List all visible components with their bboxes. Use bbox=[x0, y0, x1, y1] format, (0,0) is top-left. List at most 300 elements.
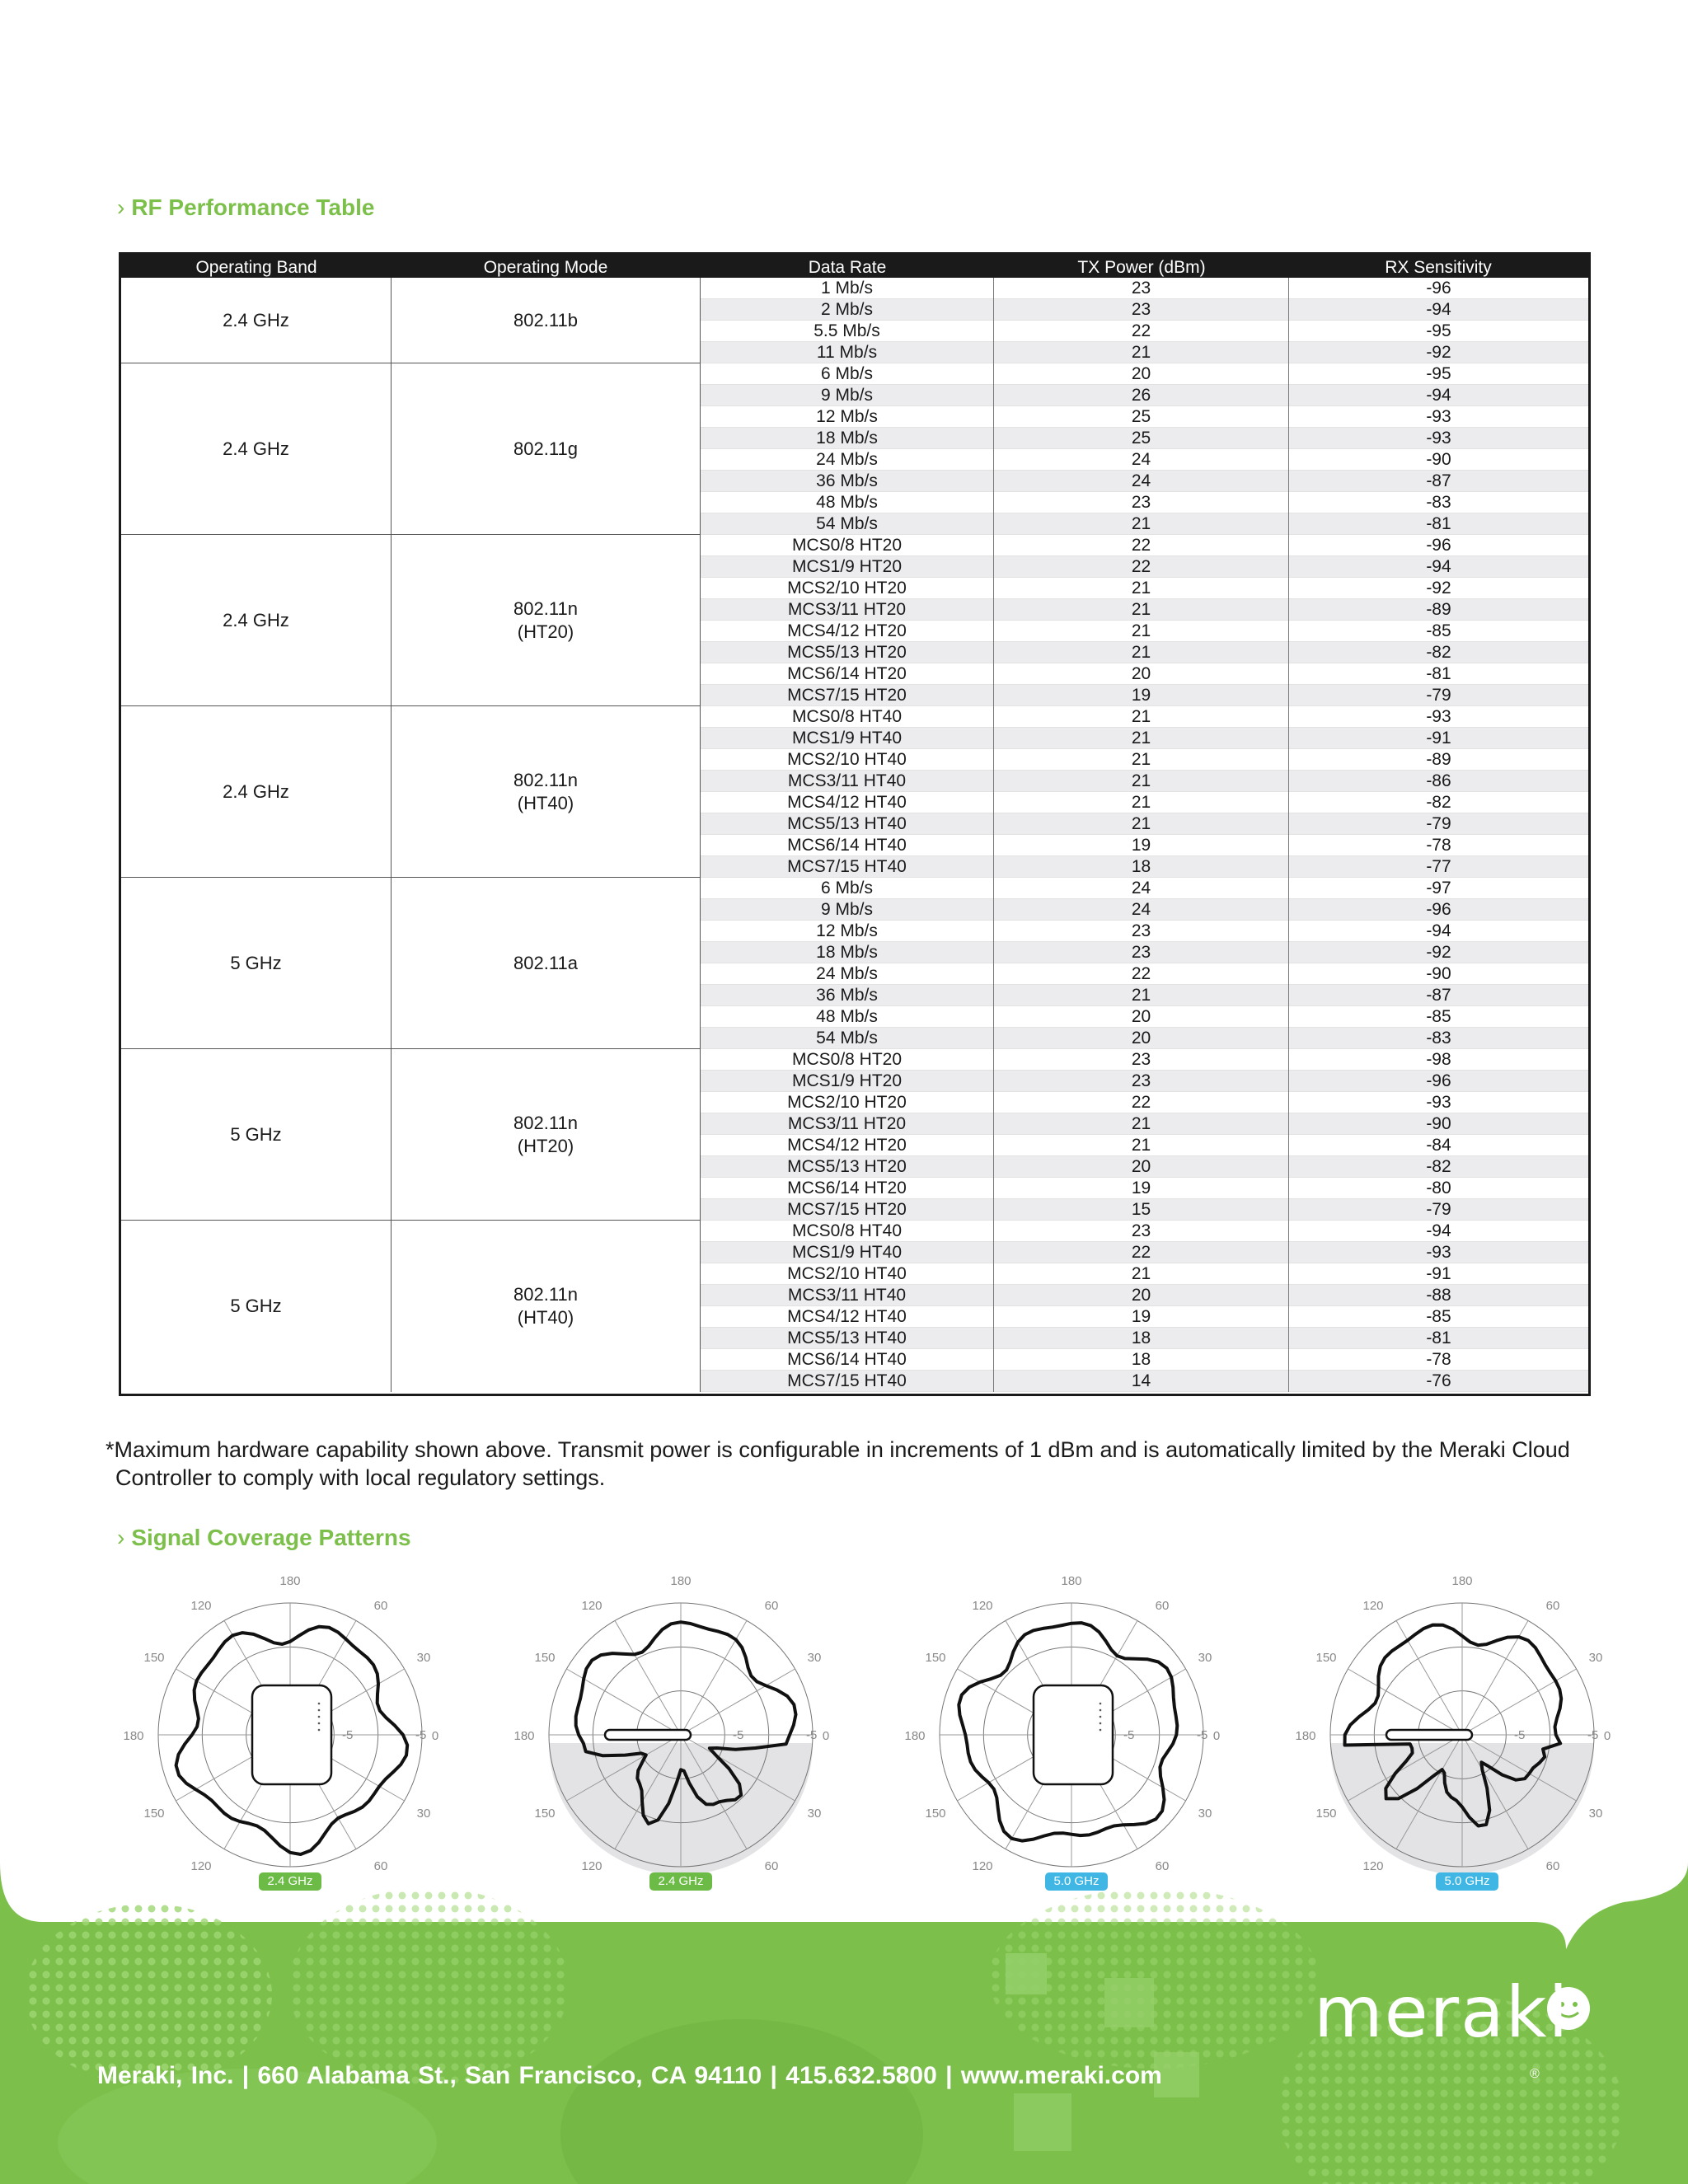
angle-tick-label: 30 bbox=[807, 1807, 822, 1821]
access-point-top-icon bbox=[252, 1685, 331, 1784]
angle-tick-label: 30 bbox=[1588, 1807, 1603, 1821]
led-dot-icon bbox=[318, 1709, 321, 1712]
tx-power-cell: 22 bbox=[994, 556, 1289, 578]
coverage-plot-1 bbox=[125, 1570, 455, 1900]
rx-sensitivity-cell: -85 bbox=[1426, 621, 1451, 640]
data-rate-cell: MCS1/9 HT40 bbox=[701, 1242, 994, 1263]
table-row bbox=[701, 1049, 1588, 1071]
angle-tick-label: 60 bbox=[1155, 1599, 1170, 1613]
data-rate-cell: MCS6/14 HT40 bbox=[701, 1349, 994, 1371]
ring-tick-label: -5 bbox=[415, 1728, 427, 1742]
header-rx-sensitivity: RX Sensitivity bbox=[1385, 258, 1492, 277]
footnote-line-1: *Maximum hardware capability shown above. Transmit power is configurable in increments of 1 dBm and is automatically limited by the Meraki Cloud bbox=[106, 1437, 1570, 1462]
rx-sensitivity-cell: -80 bbox=[1426, 1179, 1451, 1197]
coverage-plot-3 bbox=[904, 1570, 1236, 1900]
angle-tick-label: 60 bbox=[764, 1859, 779, 1873]
table-row bbox=[701, 278, 1588, 299]
table-row bbox=[701, 342, 1588, 363]
angle-tick-label: 0 bbox=[1603, 1729, 1611, 1743]
angle-tick-label: 180 bbox=[513, 1729, 535, 1743]
rx-sensitivity-cell: -93 bbox=[1426, 1243, 1451, 1262]
angle-tick-label: 30 bbox=[1588, 1651, 1603, 1665]
led-dot-icon bbox=[318, 1729, 321, 1732]
table-group bbox=[121, 1221, 1588, 1392]
rx-sensitivity-cell: -81 bbox=[1426, 1329, 1451, 1347]
data-rate-cell: 11 Mb/s bbox=[701, 342, 994, 363]
angle-tick-label: 120 bbox=[190, 1599, 212, 1613]
rx-sensitivity-cell: -96 bbox=[1426, 900, 1451, 919]
operating-band-cell: 2.4 GHz bbox=[121, 363, 392, 534]
table-row bbox=[701, 685, 1588, 706]
data-rate-cell: MCS5/13 HT40 bbox=[701, 1328, 994, 1349]
rx-sensitivity-cell: -82 bbox=[1426, 793, 1451, 812]
rx-sensitivity-cell: -95 bbox=[1426, 321, 1451, 340]
angle-tick-label: 180 bbox=[1061, 1574, 1082, 1588]
operating-band-cell: 2.4 GHz bbox=[121, 706, 392, 877]
operating-mode-cell: 802.11g bbox=[392, 363, 701, 534]
band-badge-2: 2.4 GHz bbox=[649, 1872, 712, 1891]
table-group bbox=[121, 706, 1588, 878]
rx-sensitivity-cell: -93 bbox=[1426, 707, 1451, 726]
tx-power-cell: 19 bbox=[994, 835, 1289, 856]
tx-power-cell: 21 bbox=[994, 749, 1289, 771]
data-rate-cell: MCS4/12 HT20 bbox=[701, 621, 994, 642]
data-rate-cell: 12 Mb/s bbox=[701, 921, 994, 942]
tx-power-cell: 21 bbox=[994, 1135, 1289, 1156]
rx-sensitivity-cell: -93 bbox=[1426, 1093, 1451, 1112]
angle-tick-label: 150 bbox=[925, 1651, 946, 1665]
tx-power-cell: 25 bbox=[994, 428, 1289, 449]
angle-tick-label: 120 bbox=[581, 1599, 603, 1613]
led-dot-icon bbox=[318, 1722, 321, 1725]
rx-sensitivity-cell: -82 bbox=[1426, 1157, 1451, 1176]
rf-performance-table bbox=[119, 252, 1591, 1396]
tx-power-cell: 20 bbox=[994, 1285, 1289, 1306]
ring-tick-label: -5 bbox=[1123, 1728, 1135, 1742]
tx-power-cell: 15 bbox=[994, 1199, 1289, 1221]
table-row bbox=[701, 728, 1588, 749]
data-rate-cell: MCS4/12 HT20 bbox=[701, 1135, 994, 1156]
table-row bbox=[701, 835, 1588, 856]
data-rate-cell: 48 Mb/s bbox=[701, 1006, 994, 1028]
rx-sensitivity-cell: -94 bbox=[1426, 1221, 1451, 1240]
led-dot-icon bbox=[1100, 1703, 1102, 1705]
table-header bbox=[121, 255, 1588, 278]
tx-power-cell: 23 bbox=[994, 1221, 1289, 1242]
angle-tick-label: 30 bbox=[807, 1651, 822, 1665]
rx-sensitivity-cell: -78 bbox=[1426, 836, 1451, 855]
rx-sensitivity-cell: -79 bbox=[1426, 814, 1451, 833]
data-rate-cell: MCS2/10 HT20 bbox=[701, 1092, 994, 1113]
data-rate-cell: 24 Mb/s bbox=[701, 449, 994, 471]
table-row bbox=[701, 1006, 1588, 1028]
ring-tick-label: -5 bbox=[342, 1728, 354, 1742]
rx-sensitivity-cell: -83 bbox=[1426, 1029, 1451, 1047]
tx-power-cell: 22 bbox=[994, 1242, 1289, 1263]
table-row bbox=[701, 856, 1588, 878]
rx-sensitivity-cell: -79 bbox=[1426, 1200, 1451, 1219]
access-point-side-icon bbox=[1386, 1730, 1472, 1740]
operating-band-cell: 5 GHz bbox=[121, 1221, 392, 1392]
data-rate-cell: 2 Mb/s bbox=[701, 299, 994, 321]
data-rate-cell: MCS6/14 HT40 bbox=[701, 835, 994, 856]
table-row bbox=[701, 963, 1588, 985]
table-row bbox=[701, 792, 1588, 813]
table-row bbox=[701, 1092, 1588, 1113]
operating-band-cell: 2.4 GHz bbox=[121, 535, 392, 705]
rx-sensitivity-cell: -94 bbox=[1426, 921, 1451, 940]
chevron-right-icon: › bbox=[117, 194, 125, 220]
led-dot-icon bbox=[1100, 1709, 1102, 1712]
led-dot-icon bbox=[318, 1716, 321, 1718]
data-rate-cell: MCS3/11 HT40 bbox=[701, 771, 994, 792]
tx-power-cell: 24 bbox=[994, 899, 1289, 921]
ring-tick-label: -5 bbox=[1587, 1728, 1599, 1742]
angle-tick-label: 150 bbox=[143, 1807, 165, 1821]
rx-sensitivity-cell: -92 bbox=[1426, 579, 1451, 598]
data-rate-cell: 6 Mb/s bbox=[701, 878, 994, 899]
rx-sensitivity-cell: -87 bbox=[1426, 471, 1451, 490]
angle-tick-label: 60 bbox=[1545, 1859, 1560, 1873]
data-rate-cell: MCS4/12 HT40 bbox=[701, 1306, 994, 1328]
table-row bbox=[701, 706, 1588, 728]
tx-power-cell: 23 bbox=[994, 299, 1289, 321]
tx-power-cell: 19 bbox=[994, 1178, 1289, 1199]
angle-tick-label: 180 bbox=[670, 1574, 692, 1588]
ring-tick-label: -5 bbox=[806, 1728, 818, 1742]
table-row bbox=[701, 578, 1588, 599]
angle-tick-label: 150 bbox=[143, 1651, 165, 1665]
rx-sensitivity-cell: -94 bbox=[1426, 300, 1451, 319]
angle-tick-label: 60 bbox=[764, 1599, 779, 1613]
table-row bbox=[701, 428, 1588, 449]
data-rate-cell: MCS3/11 HT20 bbox=[701, 1113, 994, 1135]
angle-tick-label: 180 bbox=[123, 1729, 144, 1743]
coverage-section-title: › Signal Coverage Patterns bbox=[117, 1525, 411, 1550]
angle-tick-label: 180 bbox=[279, 1574, 301, 1588]
table-row bbox=[701, 535, 1588, 556]
table-row bbox=[701, 299, 1588, 321]
table-group bbox=[121, 278, 1588, 363]
table-group bbox=[121, 1049, 1588, 1221]
tx-power-cell: 22 bbox=[994, 535, 1289, 556]
band-badge-4: 5.0 GHz bbox=[1436, 1872, 1498, 1891]
angle-tick-label: 180 bbox=[904, 1729, 926, 1743]
data-rate-cell: 9 Mb/s bbox=[701, 899, 994, 921]
rx-sensitivity-cell: -89 bbox=[1426, 600, 1451, 619]
access-point-top-icon bbox=[1034, 1685, 1113, 1784]
tx-power-cell: 18 bbox=[994, 1328, 1289, 1349]
tx-power-cell: 20 bbox=[994, 1156, 1289, 1178]
tx-power-cell: 25 bbox=[994, 406, 1289, 428]
data-rate-cell: MCS1/9 HT20 bbox=[701, 556, 994, 578]
table-row bbox=[701, 621, 1588, 642]
rx-sensitivity-cell: -93 bbox=[1426, 429, 1451, 448]
footnote-line-2: Controller to comply with local regulatory settings. bbox=[115, 1465, 606, 1490]
tx-power-cell: 21 bbox=[994, 706, 1289, 728]
table-row bbox=[701, 1263, 1588, 1285]
operating-mode-cell: 802.11n (HT20) bbox=[392, 1049, 701, 1220]
table-row bbox=[701, 1071, 1588, 1092]
tx-power-cell: 24 bbox=[994, 449, 1289, 471]
rx-sensitivity-cell: -81 bbox=[1426, 514, 1451, 533]
tx-power-cell: 23 bbox=[994, 492, 1289, 513]
tx-power-cell: 21 bbox=[994, 985, 1289, 1006]
rx-sensitivity-cell: -97 bbox=[1426, 879, 1451, 898]
tx-power-cell: 18 bbox=[994, 1349, 1289, 1371]
table-row bbox=[701, 385, 1588, 406]
data-rate-cell: 54 Mb/s bbox=[701, 1028, 994, 1049]
rx-sensitivity-cell: -90 bbox=[1426, 1114, 1451, 1133]
operating-band-cell: 2.4 GHz bbox=[121, 278, 392, 363]
operating-mode-cell: 802.11b bbox=[392, 278, 701, 363]
table-row bbox=[701, 1242, 1588, 1263]
angle-tick-label: 30 bbox=[416, 1807, 431, 1821]
tx-power-cell: 21 bbox=[994, 513, 1289, 535]
rx-sensitivity-cell: -85 bbox=[1426, 1307, 1451, 1326]
data-rate-cell: MCS0/8 HT20 bbox=[701, 1049, 994, 1071]
rx-sensitivity-cell: -82 bbox=[1426, 643, 1451, 662]
table-row bbox=[701, 1221, 1588, 1242]
footer-contact-info: Meraki, Inc. | 660 Alabama St., San Francisco, CA 94110 | 415.632.5800 | www.meraki.com bbox=[97, 2062, 1162, 2089]
rx-sensitivity-cell: -76 bbox=[1426, 1371, 1451, 1390]
data-rate-cell: MCS0/8 HT20 bbox=[701, 535, 994, 556]
data-rate-cell: MCS0/8 HT40 bbox=[701, 1221, 994, 1242]
table-row bbox=[701, 1199, 1588, 1221]
rx-sensitivity-cell: -78 bbox=[1426, 1350, 1451, 1369]
coverage-plot-2 bbox=[513, 1570, 846, 1900]
data-rate-cell: MCS6/14 HT20 bbox=[701, 1178, 994, 1199]
angle-tick-label: 150 bbox=[534, 1807, 556, 1821]
tx-power-cell: 21 bbox=[994, 728, 1289, 749]
rx-sensitivity-cell: -86 bbox=[1426, 771, 1451, 790]
tx-power-cell: 19 bbox=[994, 1306, 1289, 1328]
band-badge-1: 2.4 GHz bbox=[259, 1872, 321, 1891]
tx-power-cell: 22 bbox=[994, 321, 1289, 342]
header-tx-power: TX Power (dBm) bbox=[1077, 258, 1206, 277]
operating-mode-cell: 802.11a bbox=[392, 878, 701, 1048]
angle-tick-label: 60 bbox=[1545, 1599, 1560, 1613]
tx-power-cell: 24 bbox=[994, 878, 1289, 899]
table-group bbox=[121, 363, 1588, 535]
table-row bbox=[701, 449, 1588, 471]
table-row bbox=[701, 1371, 1588, 1392]
table-row bbox=[701, 1349, 1588, 1371]
table-row bbox=[701, 813, 1588, 835]
rx-sensitivity-cell: -96 bbox=[1426, 279, 1451, 298]
polar-chart bbox=[904, 1570, 1236, 1900]
tx-power-cell: 21 bbox=[994, 642, 1289, 663]
angle-tick-label: 180 bbox=[1451, 1574, 1473, 1588]
data-rate-cell: 24 Mb/s bbox=[701, 963, 994, 985]
rx-sensitivity-cell: -92 bbox=[1426, 943, 1451, 962]
rx-sensitivity-cell: -96 bbox=[1426, 536, 1451, 555]
angle-tick-label: 60 bbox=[373, 1859, 388, 1873]
table-row bbox=[701, 1285, 1588, 1306]
led-dot-icon bbox=[1100, 1729, 1102, 1732]
table-row bbox=[701, 599, 1588, 621]
header-operating-band: Operating Band bbox=[195, 258, 317, 277]
tx-power-cell: 23 bbox=[994, 1071, 1289, 1092]
rx-sensitivity-cell: -77 bbox=[1426, 857, 1451, 876]
rx-sensitivity-cell: -90 bbox=[1426, 450, 1451, 469]
band-badge-3: 5.0 GHz bbox=[1045, 1872, 1108, 1891]
angle-tick-label: 120 bbox=[972, 1859, 993, 1873]
rx-sensitivity-cell: -98 bbox=[1426, 1050, 1451, 1069]
data-rate-cell: 48 Mb/s bbox=[701, 492, 994, 513]
operating-mode-cell: 802.11n (HT40) bbox=[392, 706, 701, 877]
tx-power-cell: 23 bbox=[994, 942, 1289, 963]
tx-power-cell: 21 bbox=[994, 813, 1289, 835]
operating-band-cell: 5 GHz bbox=[121, 878, 392, 1048]
data-rate-cell: MCS2/10 HT40 bbox=[701, 1263, 994, 1285]
angle-tick-label: 150 bbox=[1315, 1807, 1337, 1821]
header-operating-mode: Operating Mode bbox=[483, 258, 608, 277]
data-rate-cell: 18 Mb/s bbox=[701, 428, 994, 449]
operating-mode-cell: 802.11n (HT40) bbox=[392, 1221, 701, 1392]
rx-sensitivity-cell: -90 bbox=[1426, 964, 1451, 983]
rx-sensitivity-cell: -95 bbox=[1426, 364, 1451, 383]
data-rate-cell: MCS2/10 HT20 bbox=[701, 578, 994, 599]
table-row bbox=[701, 492, 1588, 513]
tx-power-cell: 23 bbox=[994, 1049, 1289, 1071]
table-row bbox=[701, 642, 1588, 663]
tx-power-cell: 21 bbox=[994, 342, 1289, 363]
led-dot-icon bbox=[318, 1703, 321, 1705]
angle-tick-label: 30 bbox=[416, 1651, 431, 1665]
table-row bbox=[701, 771, 1588, 792]
table-row bbox=[701, 556, 1588, 578]
data-rate-cell: MCS6/14 HT20 bbox=[701, 663, 994, 685]
header-data-rate: Data Rate bbox=[808, 258, 887, 277]
data-rate-cell: MCS4/12 HT40 bbox=[701, 792, 994, 813]
rx-sensitivity-cell: -94 bbox=[1426, 386, 1451, 405]
rx-sensitivity-cell: -83 bbox=[1426, 493, 1451, 512]
data-rate-cell: MCS5/13 HT40 bbox=[701, 813, 994, 835]
angle-tick-label: 120 bbox=[1362, 1859, 1384, 1873]
tx-power-cell: 21 bbox=[994, 1263, 1289, 1285]
data-rate-cell: 9 Mb/s bbox=[701, 385, 994, 406]
tx-power-cell: 22 bbox=[994, 1092, 1289, 1113]
table-row bbox=[701, 921, 1588, 942]
rx-sensitivity-cell: -89 bbox=[1426, 750, 1451, 769]
led-dot-icon bbox=[1100, 1722, 1102, 1725]
rx-sensitivity-cell: -87 bbox=[1426, 986, 1451, 1005]
tx-power-cell: 22 bbox=[994, 963, 1289, 985]
angle-tick-label: 120 bbox=[581, 1859, 603, 1873]
data-rate-cell: MCS7/15 HT20 bbox=[701, 685, 994, 706]
angle-tick-label: 30 bbox=[1198, 1807, 1212, 1821]
data-rate-cell: MCS0/8 HT40 bbox=[701, 706, 994, 728]
table-row bbox=[701, 363, 1588, 385]
tx-power-cell: 24 bbox=[994, 471, 1289, 492]
data-rate-cell: 36 Mb/s bbox=[701, 471, 994, 492]
rx-sensitivity-cell: -85 bbox=[1426, 1007, 1451, 1026]
data-rate-cell: 1 Mb/s bbox=[701, 278, 994, 299]
chevron-right-icon: › bbox=[117, 1525, 125, 1550]
table-row bbox=[701, 1328, 1588, 1349]
tx-power-cell: 23 bbox=[994, 278, 1289, 299]
data-rate-cell: 54 Mb/s bbox=[701, 513, 994, 535]
tx-power-cell: 20 bbox=[994, 663, 1289, 685]
tx-power-cell: 18 bbox=[994, 856, 1289, 878]
rx-sensitivity-cell: -94 bbox=[1426, 557, 1451, 576]
table-row bbox=[701, 985, 1588, 1006]
table-row bbox=[701, 1156, 1588, 1178]
tx-power-cell: 21 bbox=[994, 578, 1289, 599]
tx-power-cell: 20 bbox=[994, 1028, 1289, 1049]
data-rate-cell: 36 Mb/s bbox=[701, 985, 994, 1006]
table-row bbox=[701, 406, 1588, 428]
coverage-plot-4 bbox=[1297, 1570, 1627, 1900]
angle-tick-label: 180 bbox=[1295, 1729, 1316, 1743]
tx-power-cell: 21 bbox=[994, 1113, 1289, 1135]
table-row bbox=[701, 1135, 1588, 1156]
rx-sensitivity-cell: -84 bbox=[1426, 1136, 1451, 1155]
table-group bbox=[121, 535, 1588, 706]
data-rate-cell: MCS7/15 HT20 bbox=[701, 1199, 994, 1221]
tx-power-cell: 19 bbox=[994, 685, 1289, 706]
table-row bbox=[701, 1028, 1588, 1049]
tx-power-cell: 20 bbox=[994, 363, 1289, 385]
angle-tick-label: 150 bbox=[925, 1807, 946, 1821]
rf-section-title: › RF Performance Table bbox=[117, 194, 375, 220]
data-rate-cell: MCS7/15 HT40 bbox=[701, 1371, 994, 1392]
rx-sensitivity-cell: -91 bbox=[1426, 729, 1451, 748]
operating-mode-cell: 802.11n (HT20) bbox=[392, 535, 701, 705]
angle-tick-label: 60 bbox=[1155, 1859, 1170, 1873]
data-rate-cell: 6 Mb/s bbox=[701, 363, 994, 385]
table-row bbox=[701, 663, 1588, 685]
access-point-side-icon bbox=[605, 1730, 691, 1740]
data-rate-cell: MCS1/9 HT20 bbox=[701, 1071, 994, 1092]
rx-sensitivity-cell: -88 bbox=[1426, 1286, 1451, 1305]
angle-tick-label: 150 bbox=[1315, 1651, 1337, 1665]
angle-tick-label: 30 bbox=[1198, 1651, 1212, 1665]
angle-tick-label: 0 bbox=[1212, 1729, 1221, 1743]
data-rate-cell: MCS1/9 HT40 bbox=[701, 728, 994, 749]
table-row bbox=[701, 899, 1588, 921]
angle-tick-label: 120 bbox=[972, 1599, 993, 1613]
ring-tick-label: -5 bbox=[733, 1728, 744, 1742]
data-rate-cell: MCS7/15 HT40 bbox=[701, 856, 994, 878]
rx-sensitivity-cell: -81 bbox=[1426, 664, 1451, 683]
led-dot-icon bbox=[1100, 1716, 1102, 1718]
rx-sensitivity-cell: -91 bbox=[1426, 1264, 1451, 1283]
angle-tick-label: 120 bbox=[190, 1859, 212, 1873]
table-row bbox=[701, 749, 1588, 771]
table-row bbox=[701, 1178, 1588, 1199]
table-row bbox=[701, 513, 1588, 535]
tx-power-cell: 21 bbox=[994, 792, 1289, 813]
table-row bbox=[701, 878, 1588, 899]
angle-tick-label: 0 bbox=[822, 1729, 830, 1743]
table-row bbox=[701, 321, 1588, 342]
angle-tick-label: 60 bbox=[373, 1599, 388, 1613]
angle-tick-label: 0 bbox=[431, 1729, 439, 1743]
data-rate-cell: MCS3/11 HT40 bbox=[701, 1285, 994, 1306]
polar-chart bbox=[125, 1570, 455, 1900]
table-row bbox=[701, 1306, 1588, 1328]
data-rate-cell: MCS3/11 HT20 bbox=[701, 599, 994, 621]
rx-sensitivity-cell: -93 bbox=[1426, 407, 1451, 426]
polar-chart bbox=[1297, 1570, 1627, 1900]
meraki-logo: meraki bbox=[1314, 1971, 1570, 2054]
table-row bbox=[701, 942, 1588, 963]
registered-mark: ® bbox=[1530, 2067, 1540, 2081]
data-rate-cell: 12 Mb/s bbox=[701, 406, 994, 428]
tx-power-cell: 21 bbox=[994, 621, 1289, 642]
